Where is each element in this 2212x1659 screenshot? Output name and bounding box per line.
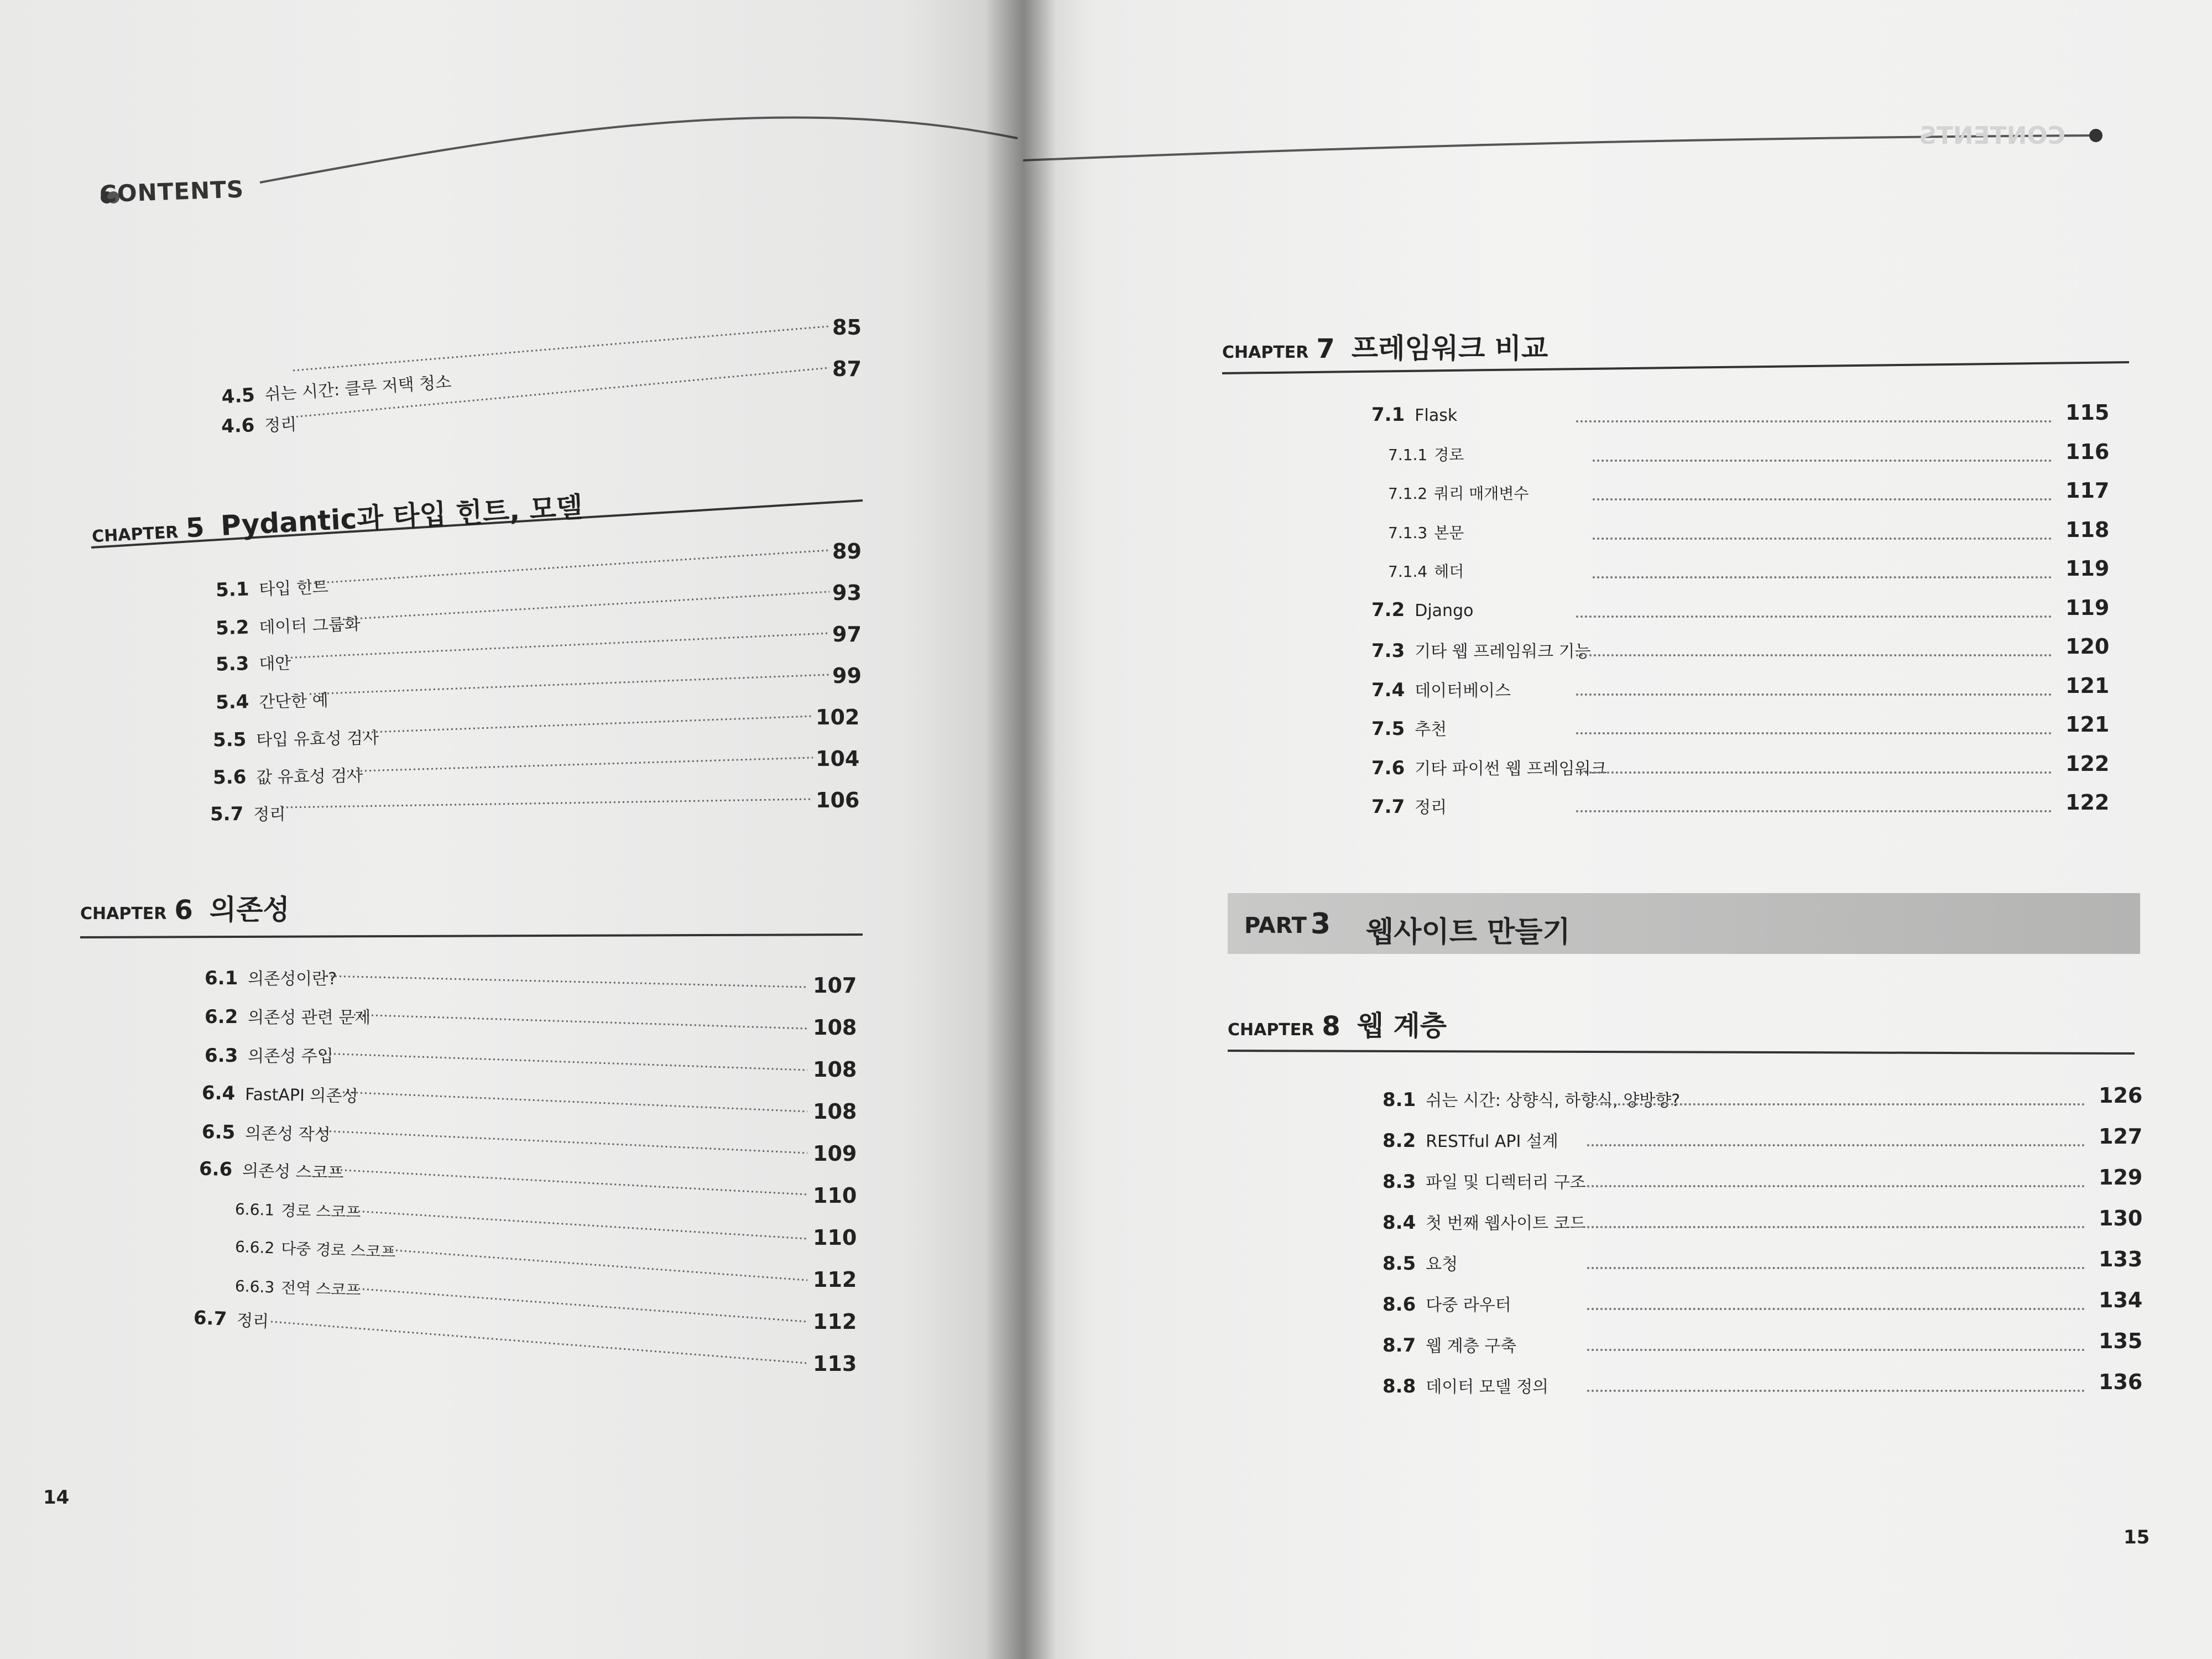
- toc-entry-6-7: 6.7 정리: [193, 1307, 269, 1332]
- toc-entry: 8.8 데이터 모델 정의: [1383, 1375, 1549, 1397]
- toc-leader-dots: [1587, 1103, 2085, 1105]
- contents-mirror-text: CONTENTS: [1919, 122, 2066, 150]
- toc-entry-5-3: 5.3 대안: [215, 653, 291, 676]
- toc-entry-4-6: 4.6 정리: [221, 414, 297, 438]
- toc-page-number: 119: [2065, 595, 2110, 620]
- toc-page-6-6-1: 110: [813, 1225, 857, 1250]
- toc-page-number: 121: [2065, 712, 2110, 737]
- right-page: [1023, 0, 2212, 1659]
- toc-leader-dots: [1576, 693, 2052, 696]
- toc-leader-dots: [1593, 498, 2052, 500]
- toc-entry-6-1: 6.1 의존성이란?: [205, 967, 337, 989]
- toc-page-number: 117: [2065, 478, 2110, 503]
- toc-entry-6-3: 6.3 의존성 주입: [205, 1045, 333, 1067]
- toc-leader-dots: [1587, 1144, 2085, 1146]
- toc-entry: 7.1.4 헤더: [1388, 562, 1464, 581]
- toc-entry: 8.2 RESTful API 설계: [1383, 1130, 1558, 1152]
- chapter-8-heading: CHAPTER 8 웹 계층: [1228, 1010, 1447, 1042]
- toc-page-5-1: 93: [832, 581, 862, 605]
- toc-entry-6-4: 6.4 FastAPI 의존성: [201, 1082, 358, 1107]
- toc-entry: 7.1.2 쿼리 매개변수: [1388, 484, 1529, 503]
- toc-entry: 8.7 웹 계층 구축: [1383, 1334, 1517, 1357]
- toc-page-number: 126: [2099, 1083, 2143, 1108]
- toc-entry-6-6-1: 6.6.1 경로 스코프: [234, 1200, 361, 1222]
- contents-header: CONTENTS: [99, 175, 244, 208]
- right-page-rules: [1023, 0, 2212, 1659]
- toc-page-number: 129: [2099, 1165, 2143, 1190]
- left-page-rules: [0, 0, 1029, 1659]
- toc-entry-5-5: 5.5 타입 유효성 검사: [212, 728, 379, 752]
- toc-page-4-6: 87: [832, 357, 862, 381]
- toc-leader-dots: [1587, 1308, 2085, 1310]
- toc-page-number: 134: [2099, 1288, 2143, 1312]
- toc-entry-6-6-2: 6.6.2 다중 경로 스코프: [234, 1237, 396, 1262]
- toc-page-5-2: 97: [832, 622, 862, 646]
- toc-page-6-6-2: 112: [813, 1267, 857, 1292]
- chapter-5-heading: CHAPTER 5 Pydantic과 타입 힌트, 모델: [91, 491, 584, 547]
- toc-page-number: 122: [2065, 790, 2110, 815]
- part-number: 3: [1311, 907, 1331, 941]
- toc-entry-6-6-3: 6.6.3 전역 스코프: [234, 1277, 361, 1300]
- toc-page-number: 130: [2099, 1206, 2143, 1230]
- toc-leader-dots: [1576, 420, 2052, 422]
- toc-page-6-6: 110: [813, 1183, 857, 1208]
- toc-leader-dots: [1587, 1267, 2085, 1269]
- toc-page-6-4: 108: [813, 1099, 857, 1124]
- toc-entry-6-5: 6.5 의존성 작성: [201, 1120, 331, 1145]
- toc-page-number: 119: [2065, 556, 2110, 581]
- toc-page-6-5: 109: [813, 1141, 857, 1166]
- toc-page-number: 122: [2065, 751, 2110, 776]
- chapter-7-heading: CHAPTER 7 프레임워크 비교: [1222, 332, 1548, 364]
- toc-entry: 7.7 정리: [1371, 796, 1447, 818]
- left-page: [0, 0, 1029, 1659]
- toc-leader-dots: [1576, 615, 2052, 618]
- toc-entry: 7.6 기타 파이썬 웹 프레임워크: [1371, 757, 1607, 779]
- toc-entry: 8.3 파일 및 디렉터리 구조: [1383, 1171, 1586, 1193]
- toc-leader-dots: [1587, 1185, 2085, 1187]
- toc-page-number: 115: [2065, 400, 2110, 425]
- toc-page-5-4: 102: [816, 705, 860, 729]
- toc-page-6-1: 107: [813, 973, 857, 998]
- toc-page-5-3: 99: [832, 664, 862, 688]
- toc-page-5-6: 106: [816, 788, 860, 812]
- toc-entry-5-1: 5.1 타입 힌트: [215, 577, 329, 602]
- toc-page-5-5: 104: [816, 747, 860, 771]
- toc-page-6-2: 108: [813, 1015, 857, 1040]
- toc-entry: 8.6 다중 라우터: [1383, 1293, 1511, 1316]
- toc-page-6-3: 108: [813, 1057, 857, 1082]
- toc-leader-dots: [1576, 654, 2052, 656]
- part-label: PART: [1244, 913, 1307, 938]
- toc-page-number: 118: [2065, 517, 2110, 542]
- part-3-banner: [1228, 893, 2140, 954]
- toc-entry: 7.4 데이터베이스: [1371, 679, 1511, 701]
- toc-page-number: 121: [2065, 673, 2110, 698]
- toc-page-chapter-5: 89: [832, 539, 862, 564]
- toc-entry: 7.1.1 경로: [1388, 445, 1464, 464]
- toc-leader-dots: [1587, 1390, 2085, 1392]
- toc-page-number: 133: [2099, 1247, 2143, 1271]
- toc-entry: 7.3 기타 웹 프레임워크 기능: [1371, 640, 1591, 662]
- toc-page-number: 127: [2099, 1124, 2143, 1149]
- chapter-6-heading: CHAPTER 6 의존성: [80, 894, 290, 926]
- toc-entry: 8.4 첫 번째 웹사이트 코드: [1383, 1212, 1586, 1234]
- toc-leader-dots: [1593, 576, 2052, 578]
- toc-entry-4-5: 4.5 쉬는 시간: 클루 저택 청소: [221, 372, 452, 409]
- toc-page-number: 120: [2065, 634, 2110, 659]
- book-spine-shadow: [984, 0, 1056, 1659]
- toc-entry-5-7: 5.7 정리: [210, 803, 286, 826]
- toc-page-number: 135: [2099, 1329, 2143, 1353]
- toc-entry: 7.5 추천: [1371, 718, 1447, 740]
- toc-leader-dots: [1587, 1349, 2085, 1351]
- contents-mirror-dot: [2089, 129, 2103, 142]
- toc-entry-6-6: 6.6 의존성 스코프: [199, 1157, 344, 1183]
- toc-entry: 7.2 Django: [1371, 598, 1474, 621]
- toc-page-number: 136: [2099, 1370, 2143, 1394]
- toc-leader-dots: [1576, 732, 2052, 734]
- toc-page-6-6-3: 112: [813, 1310, 857, 1334]
- toc-entry: 8.1 쉬는 시간: 상향식, 하향식, 양방향?: [1383, 1089, 1681, 1111]
- toc-leader-dots: [1593, 460, 2052, 462]
- toc-entry-6-2: 6.2 의존성 관련 문제: [205, 1006, 371, 1028]
- toc-leader-dots: [1587, 1226, 2085, 1228]
- part-title: 웹사이트 만들기: [1366, 916, 1571, 949]
- toc-page-6-7: 113: [813, 1352, 857, 1376]
- toc-leader-dots: [1576, 810, 2052, 812]
- toc-leader-dots: [1593, 538, 2052, 540]
- toc-entry-5-4: 5.4 간단한 예: [215, 691, 329, 714]
- toc-page-number: 116: [2065, 439, 2110, 464]
- page-number-right: 15: [2124, 1526, 2150, 1548]
- toc-leader-dots: [1576, 771, 2052, 774]
- toc-entry-5-2: 5.2 데이터 그룹화: [215, 614, 361, 640]
- toc-entry: 7.1 Flask: [1371, 404, 1458, 426]
- page-number-left: 14: [43, 1486, 70, 1509]
- toc-entry: 7.1.3 본문: [1388, 523, 1464, 542]
- toc-entry-5-6: 5.6 값 유효성 검사: [212, 766, 363, 789]
- toc-entry: 8.5 요청: [1383, 1253, 1458, 1275]
- toc-page-4-5: 85: [832, 315, 862, 340]
